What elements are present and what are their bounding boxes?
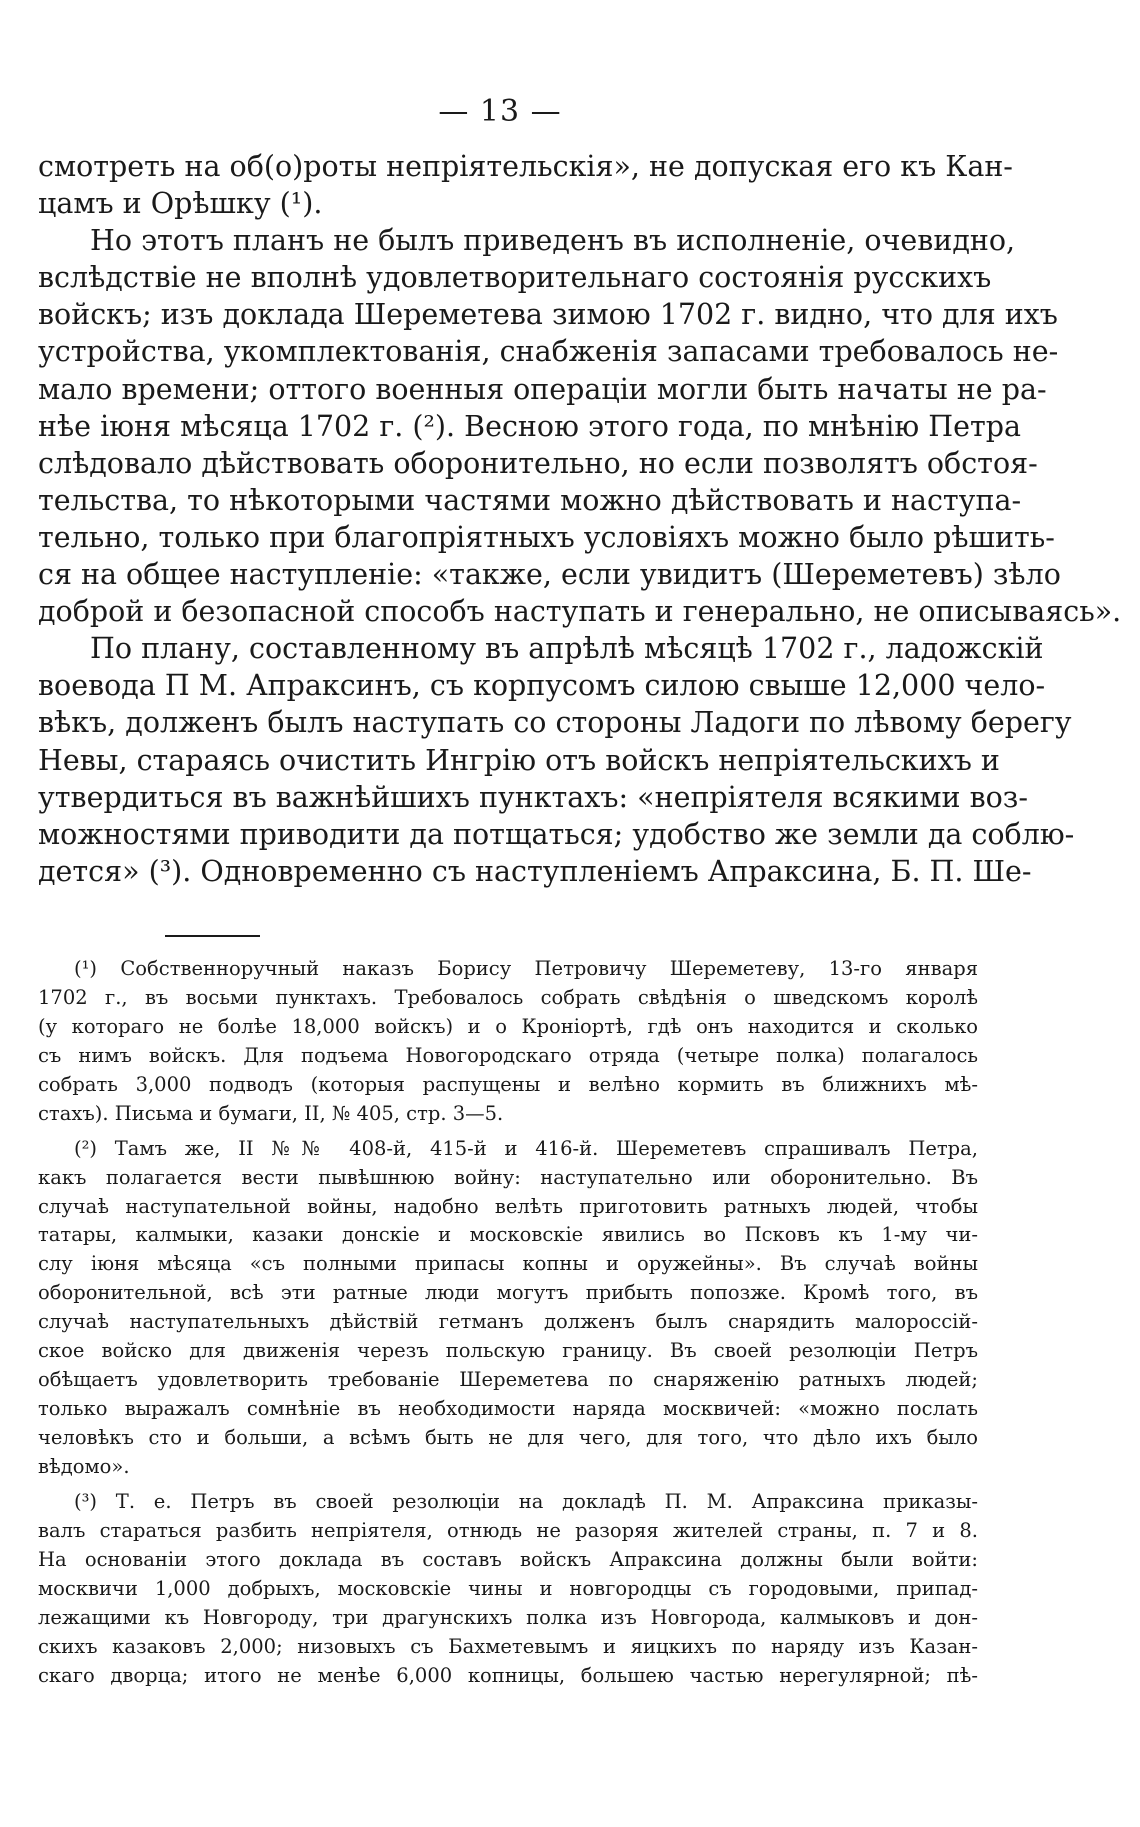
footnote-line: стахъ). Письма и бумаги, II, № 405, стр. 3—5. — [38, 1101, 504, 1125]
text-line: ся на общее наступленіе: «также, если увидитъ (Шереметевъ) зѣло — [38, 558, 1061, 592]
footnote-line: случаѣ наступательной войны, надобно велѣть приготовить ратныхъ людей, чтобы — [38, 1194, 978, 1218]
footnote-line: вѣдомо». — [38, 1454, 130, 1478]
main-text — [38, 148, 1122, 890]
text-line: По плану, составленному въ апрѣлѣ мѣсяцѣ 1702 г., ладожскій — [90, 632, 1044, 666]
footnote-line: валъ стараться разбить непріятеля, отнюдь не разоряя жителей страны, п. 7 и 8. — [38, 1518, 978, 1542]
text-line: дется» (³). Одновременно съ наступленіемъ Апраксина, Б. П. Ше- — [38, 854, 1032, 888]
footnote-line: (¹) Собственноручный наказъ Борису Петровичу Шереметеву, 13-го января — [74, 957, 978, 980]
footnote-line: только выражалъ сомнѣніе въ необходимости наряда москвичей: «можно послать — [38, 1397, 978, 1421]
footnote-line: скаго дворца; итого не менѣе 6,000 копницы, большею частью нерегулярной; пѣ- — [38, 1663, 978, 1687]
footnote-2 — [38, 1135, 978, 1482]
footnote-line: обѣщаетъ удовлетворить требованіе Шереметева по снаряженію ратныхъ людей; — [38, 1368, 978, 1392]
text-line: Невы, стараясь очистить Ингрію отъ войскъ непріятельскихъ и — [38, 743, 1000, 777]
text-line: устройства, укомплектованія, снабженія запасами требовалось не- — [38, 335, 1059, 369]
footnote-3 — [38, 1488, 978, 1691]
footnote-line: оборонительной, всѣ эти ратные люди могутъ прибыть попозже. Кромѣ того, въ — [38, 1281, 978, 1305]
footnote-line: случаѣ наступательныхъ дѣйствій гетманъ долженъ былъ снарядить малороссій- — [38, 1310, 978, 1334]
text-line: Но этотъ планъ не былъ приведенъ въ исполненіе, очевидно, — [90, 224, 1016, 258]
footnote-line: скихъ казаковъ 2,000; низовыхъ съ Бахметевымъ и яицкихъ по наряду изъ Казан- — [38, 1634, 978, 1658]
footnote-line: какъ полагается вести пывѣшнюю войну: наступательно или оборонительно. Въ — [38, 1165, 978, 1189]
text-line: утвердиться въ важнѣйшихъ пунктахъ: «непріятеля всякими воз- — [38, 780, 1028, 814]
text-line: войскъ; изъ доклада Шереметева зимою 1702 г. видно, что для ихъ — [38, 298, 1058, 332]
text-line: смотреть на об(о)роты непріятельскія», не допуская его къ Кан- — [38, 150, 1013, 183]
footnote-line: (²) Тамъ же, II №№ 408-й, 415-й и 416-й. Шереметевъ спрашивалъ Петра, — [74, 1136, 978, 1160]
text-line: цамъ и Орѣшку (¹). — [38, 187, 323, 221]
text-line: вѣкъ, долженъ былъ наступать со стороны Ладоги по лѣвому берегу — [38, 706, 1072, 740]
footnote-line: москвичи 1,000 добрыхъ, московскіе чины и новгородцы съ городовыми, припад- — [38, 1576, 978, 1600]
text-line: доброй и безопасной способъ наступать и генерально, не описываясь». — [38, 595, 1122, 629]
text-line: тельства, то нѣкоторыми частями можно дѣйствовать и наступа- — [38, 483, 1022, 517]
footnote-1 — [38, 955, 978, 1129]
footnote-divider — [165, 935, 260, 937]
footnote-line: (у котораго не болѣе 18,000 войскъ) и о Кроніортѣ, гдѣ онъ находится и сколько — [38, 1014, 978, 1038]
footnote-line: На основаніи этого доклада въ составъ войскъ Апраксина должны были войти: — [38, 1547, 978, 1571]
text-line: вслѣдствіе не вполнѣ удовлетворительнаго состоянія русскихъ — [38, 261, 992, 295]
text-line: нѣе іюня мѣсяца 1702 г. (²). Весною этого года, по мнѣнію Петра — [38, 409, 1022, 443]
text-line: тельно, только при благопріятныхъ условіяхъ можно было рѣшить- — [38, 520, 1055, 554]
footnote-line: ское войско для движенія черезъ польскую границу. Въ своей резолюціи Петръ — [38, 1339, 978, 1363]
footnote-line: слу іюня мѣсяца «съ полными припасы копны и оружейны». Въ случаѣ войны — [38, 1252, 978, 1276]
footnote-line: лежащими къ Новгороду, три драгунскихъ полка изъ Новгорода, калмыковъ и дон- — [38, 1605, 978, 1629]
text-line: можностями приводити да потщаться; удобство же земли да соблю- — [38, 817, 1075, 851]
footnote-line: человѣкъ сто и больши, а всѣмъ быть не для чего, для того, что дѣло ихъ было — [38, 1426, 978, 1449]
page-number: — 13 — — [438, 94, 562, 129]
footnote-line: съ нимъ войскъ. Для подъема Новогородскаго отряда (четыре полка) полагалось — [38, 1043, 978, 1067]
text-line: мало времени; оттого военныя операціи могли быть начаты не ра- — [38, 372, 1047, 406]
text-line: слѣдовало дѣйствовать оборонительно, но если позволятъ обстоя- — [38, 446, 1038, 480]
footnote-line: 1702 г., въ восьми пунктахъ. Требовалось собрать свѣдѣнія о шведскомъ королѣ — [38, 985, 978, 1009]
footnotes — [38, 955, 978, 1690]
footnote-line: собрать 3,000 подводъ (которыя распущены и велѣно кормить въ ближнихъ мѣ- — [38, 1072, 978, 1096]
footnote-line: (³) Т. е. Петръ въ своей резолюціи на докладѣ П. М. Апраксина приказы- — [74, 1489, 978, 1513]
text-line: воевода П М. Апраксинъ, съ корпусомъ силою свыше 12,000 чело- — [38, 669, 1046, 703]
footnote-line: татары, калмыки, казаки донскіе и московскіе явились во Псковъ къ 1-му чи- — [38, 1223, 978, 1247]
